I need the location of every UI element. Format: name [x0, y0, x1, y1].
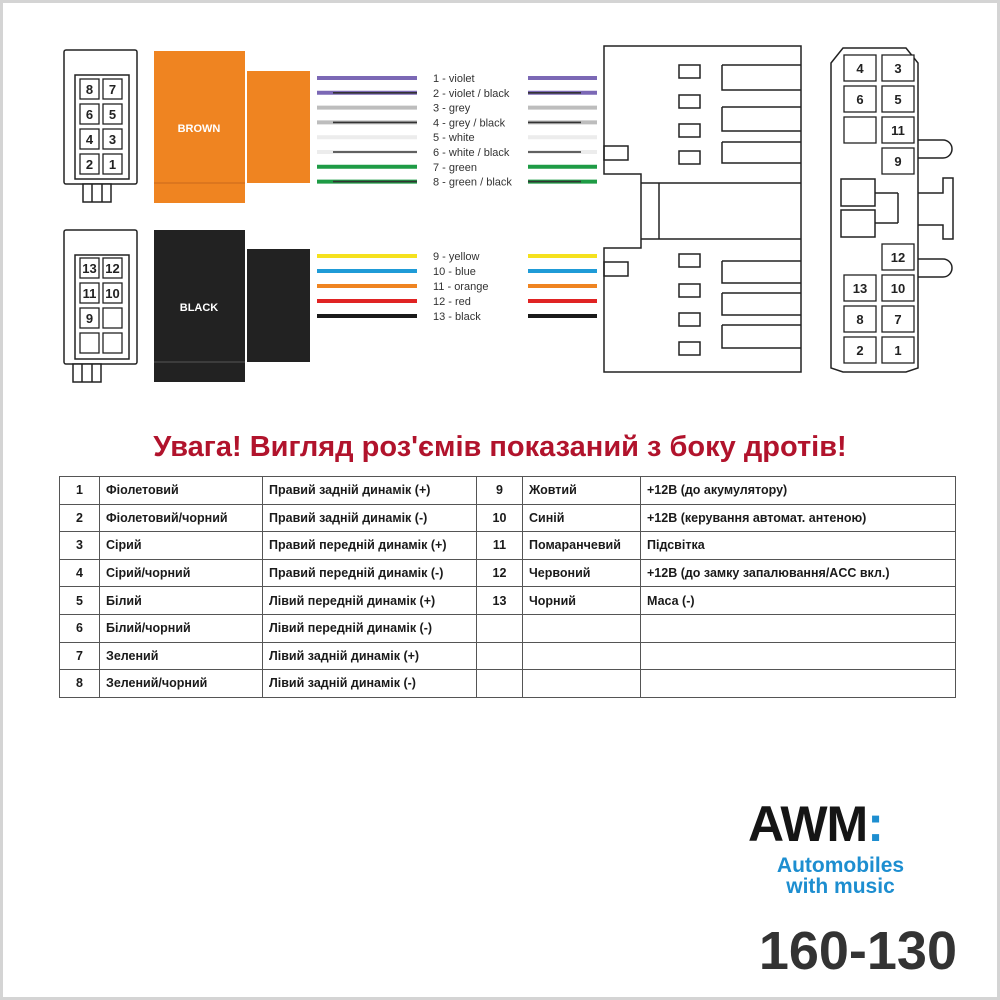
wire-color-cell: Білий/чорний [100, 614, 263, 642]
pin-cell [103, 308, 122, 328]
wire-color-cell: Помаранчевий [523, 532, 641, 560]
pin-number: 10 [890, 281, 906, 296]
wire-color-cell [523, 670, 641, 698]
pin-number: 1 [894, 343, 902, 358]
pin-number: 10 [105, 286, 120, 301]
function-cell: Правий задній динамік (-) [263, 504, 477, 532]
pin-number-cell [477, 670, 523, 698]
pin-number: 6 [85, 107, 94, 122]
pin-number-cell: 1 [60, 477, 100, 505]
wire-label: 10 - blue [433, 266, 476, 278]
wire-color-cell: Чорний [523, 587, 641, 615]
pin-number: 8 [856, 312, 864, 327]
pinout-table [59, 476, 956, 698]
pin-number-cell: 2 [60, 504, 100, 532]
wire-2 [317, 88, 597, 100]
function-cell [641, 670, 956, 698]
function-cell: Правий задній динамік (+) [263, 477, 477, 505]
function-cell: Маса (-) [641, 587, 956, 615]
pin-number: 13 [852, 281, 868, 296]
pin-number: 13 [82, 261, 97, 276]
pin-number-cell: 9 [477, 477, 523, 505]
black-connector [154, 230, 310, 382]
wire-5 [317, 132, 597, 144]
brown-connector [154, 51, 310, 203]
pin-number-cell: 8 [60, 670, 100, 698]
table-row [60, 559, 956, 587]
pin-number-cell: 5 [60, 587, 100, 615]
pin-number-cell: 3 [60, 532, 100, 560]
wire-color-cell: Синій [523, 504, 641, 532]
pin-number-cell: 6 [60, 614, 100, 642]
pin-number-cell: 13 [477, 587, 523, 615]
wire-13 [317, 311, 597, 323]
pin-number-cell [477, 642, 523, 670]
function-cell [641, 614, 956, 642]
awm-logo [748, 796, 948, 898]
wire-label: 12 - red [433, 296, 471, 308]
pin-number: 11 [82, 286, 97, 301]
wire-label: 3 - grey [433, 102, 471, 115]
pin-number: 5 [108, 107, 117, 122]
pin-number: 6 [856, 92, 864, 107]
logo-wordmark: AWM: [748, 796, 883, 852]
pin-number: 3 [108, 132, 117, 147]
wire-10 [317, 266, 597, 278]
table-row [60, 532, 956, 560]
function-cell: +12В (до замку запалювання/ACC вкл.) [641, 559, 956, 587]
pin-number-cell: 7 [60, 642, 100, 670]
table-row [60, 587, 956, 615]
black-connector-label: BLACK [179, 302, 219, 314]
connector-housing-5pin [64, 230, 137, 382]
wire-label: 8 - green / black [433, 176, 512, 189]
wire-1 [317, 73, 597, 85]
function-cell: Правий передній динамік (-) [263, 559, 477, 587]
pin-number: 2 [856, 343, 864, 358]
wire-color-cell: Сірий [100, 532, 263, 560]
wire-color-cell: Фіолетовий [100, 477, 263, 505]
wire-8 [317, 177, 597, 189]
wire-label: 7 - green [433, 161, 478, 174]
pin-number-cell: 10 [477, 504, 523, 532]
function-cell: Лівий задній динамік (-) [263, 670, 477, 698]
function-cell: Лівий задній динамік (+) [263, 642, 477, 670]
wire-4 [317, 117, 597, 129]
wire-6 [317, 147, 597, 159]
wire-color-cell [523, 614, 641, 642]
table-row [60, 670, 956, 698]
pin-number: 4 [856, 61, 864, 76]
pin-number: 1 [108, 157, 117, 172]
wire-label: 13 - black [433, 311, 481, 323]
wire-label: 4 - grey / black [433, 117, 506, 130]
head-unit-connector [604, 46, 801, 372]
wire-label: 6 - white / black [433, 147, 510, 159]
pin-number: 3 [894, 61, 902, 76]
warning-text: Увага! Вигляд роз'ємів показаний з боку дротів! [153, 431, 847, 463]
pin-number: 4 [85, 132, 94, 147]
pin-number: 7 [894, 312, 902, 327]
wire-3 [317, 103, 597, 115]
brown-connector-label: BROWN [177, 123, 221, 135]
pin-number-cell [477, 614, 523, 642]
wire-12 [317, 296, 597, 308]
pin-number: 5 [894, 92, 902, 107]
wiring-diagram [3, 3, 997, 423]
pin-number-cell: 12 [477, 559, 523, 587]
wire-label: 2 - violet / black [433, 87, 510, 100]
pin-number-cell: 11 [477, 532, 523, 560]
wire-11 [317, 281, 597, 293]
wire-label: 5 - white [433, 132, 475, 145]
function-cell: Лівий передній динамік (-) [263, 614, 477, 642]
model-number: 160-130 [758, 921, 957, 981]
pin-number: 9 [894, 154, 902, 169]
wire-color-cell: Червоний [523, 559, 641, 587]
function-cell: Підсвітка [641, 532, 956, 560]
wire-7 [317, 162, 597, 174]
pin-cell [80, 333, 99, 353]
wire-color-cell [523, 642, 641, 670]
wire-color-cell: Сірий/чорний [100, 559, 263, 587]
table-row [60, 504, 956, 532]
pin-cell-empty [844, 117, 876, 143]
table-row [60, 614, 956, 642]
pin-number: 9 [85, 311, 94, 326]
connector-housing-8pin [64, 50, 137, 202]
wire-9 [317, 251, 597, 263]
pin-number: 12 [890, 250, 906, 265]
wire-label: 11 - orange [433, 281, 489, 293]
wire-color-cell: Білий [100, 587, 263, 615]
function-cell [641, 642, 956, 670]
wire-color-cell: Зелений/чорний [100, 670, 263, 698]
pin-cell [103, 333, 122, 353]
pin-number: 11 [891, 123, 905, 138]
function-cell: +12В (керування автомат. антеною) [641, 504, 956, 532]
wire-color-cell: Зелений [100, 642, 263, 670]
function-cell: Лівий передній динамік (+) [263, 587, 477, 615]
wire-color-cell: Жовтий [523, 477, 641, 505]
table-row [60, 477, 956, 505]
wire-label: 9 - yellow [433, 251, 480, 263]
function-cell: Правий передній динамік (+) [263, 532, 477, 560]
logo-tagline: Automobiles with music [776, 854, 905, 898]
pin-number: 8 [85, 82, 94, 97]
wire-color-cell: Фіолетовий/чорний [100, 504, 263, 532]
pin-number: 12 [105, 261, 120, 276]
function-cell: +12В (до акумулятору) [641, 477, 956, 505]
pin-number: 2 [85, 157, 94, 172]
pin-number-cell: 4 [60, 559, 100, 587]
table-row [60, 642, 956, 670]
wire-label: 1 - violet [433, 73, 475, 85]
pin-number: 7 [108, 82, 117, 97]
